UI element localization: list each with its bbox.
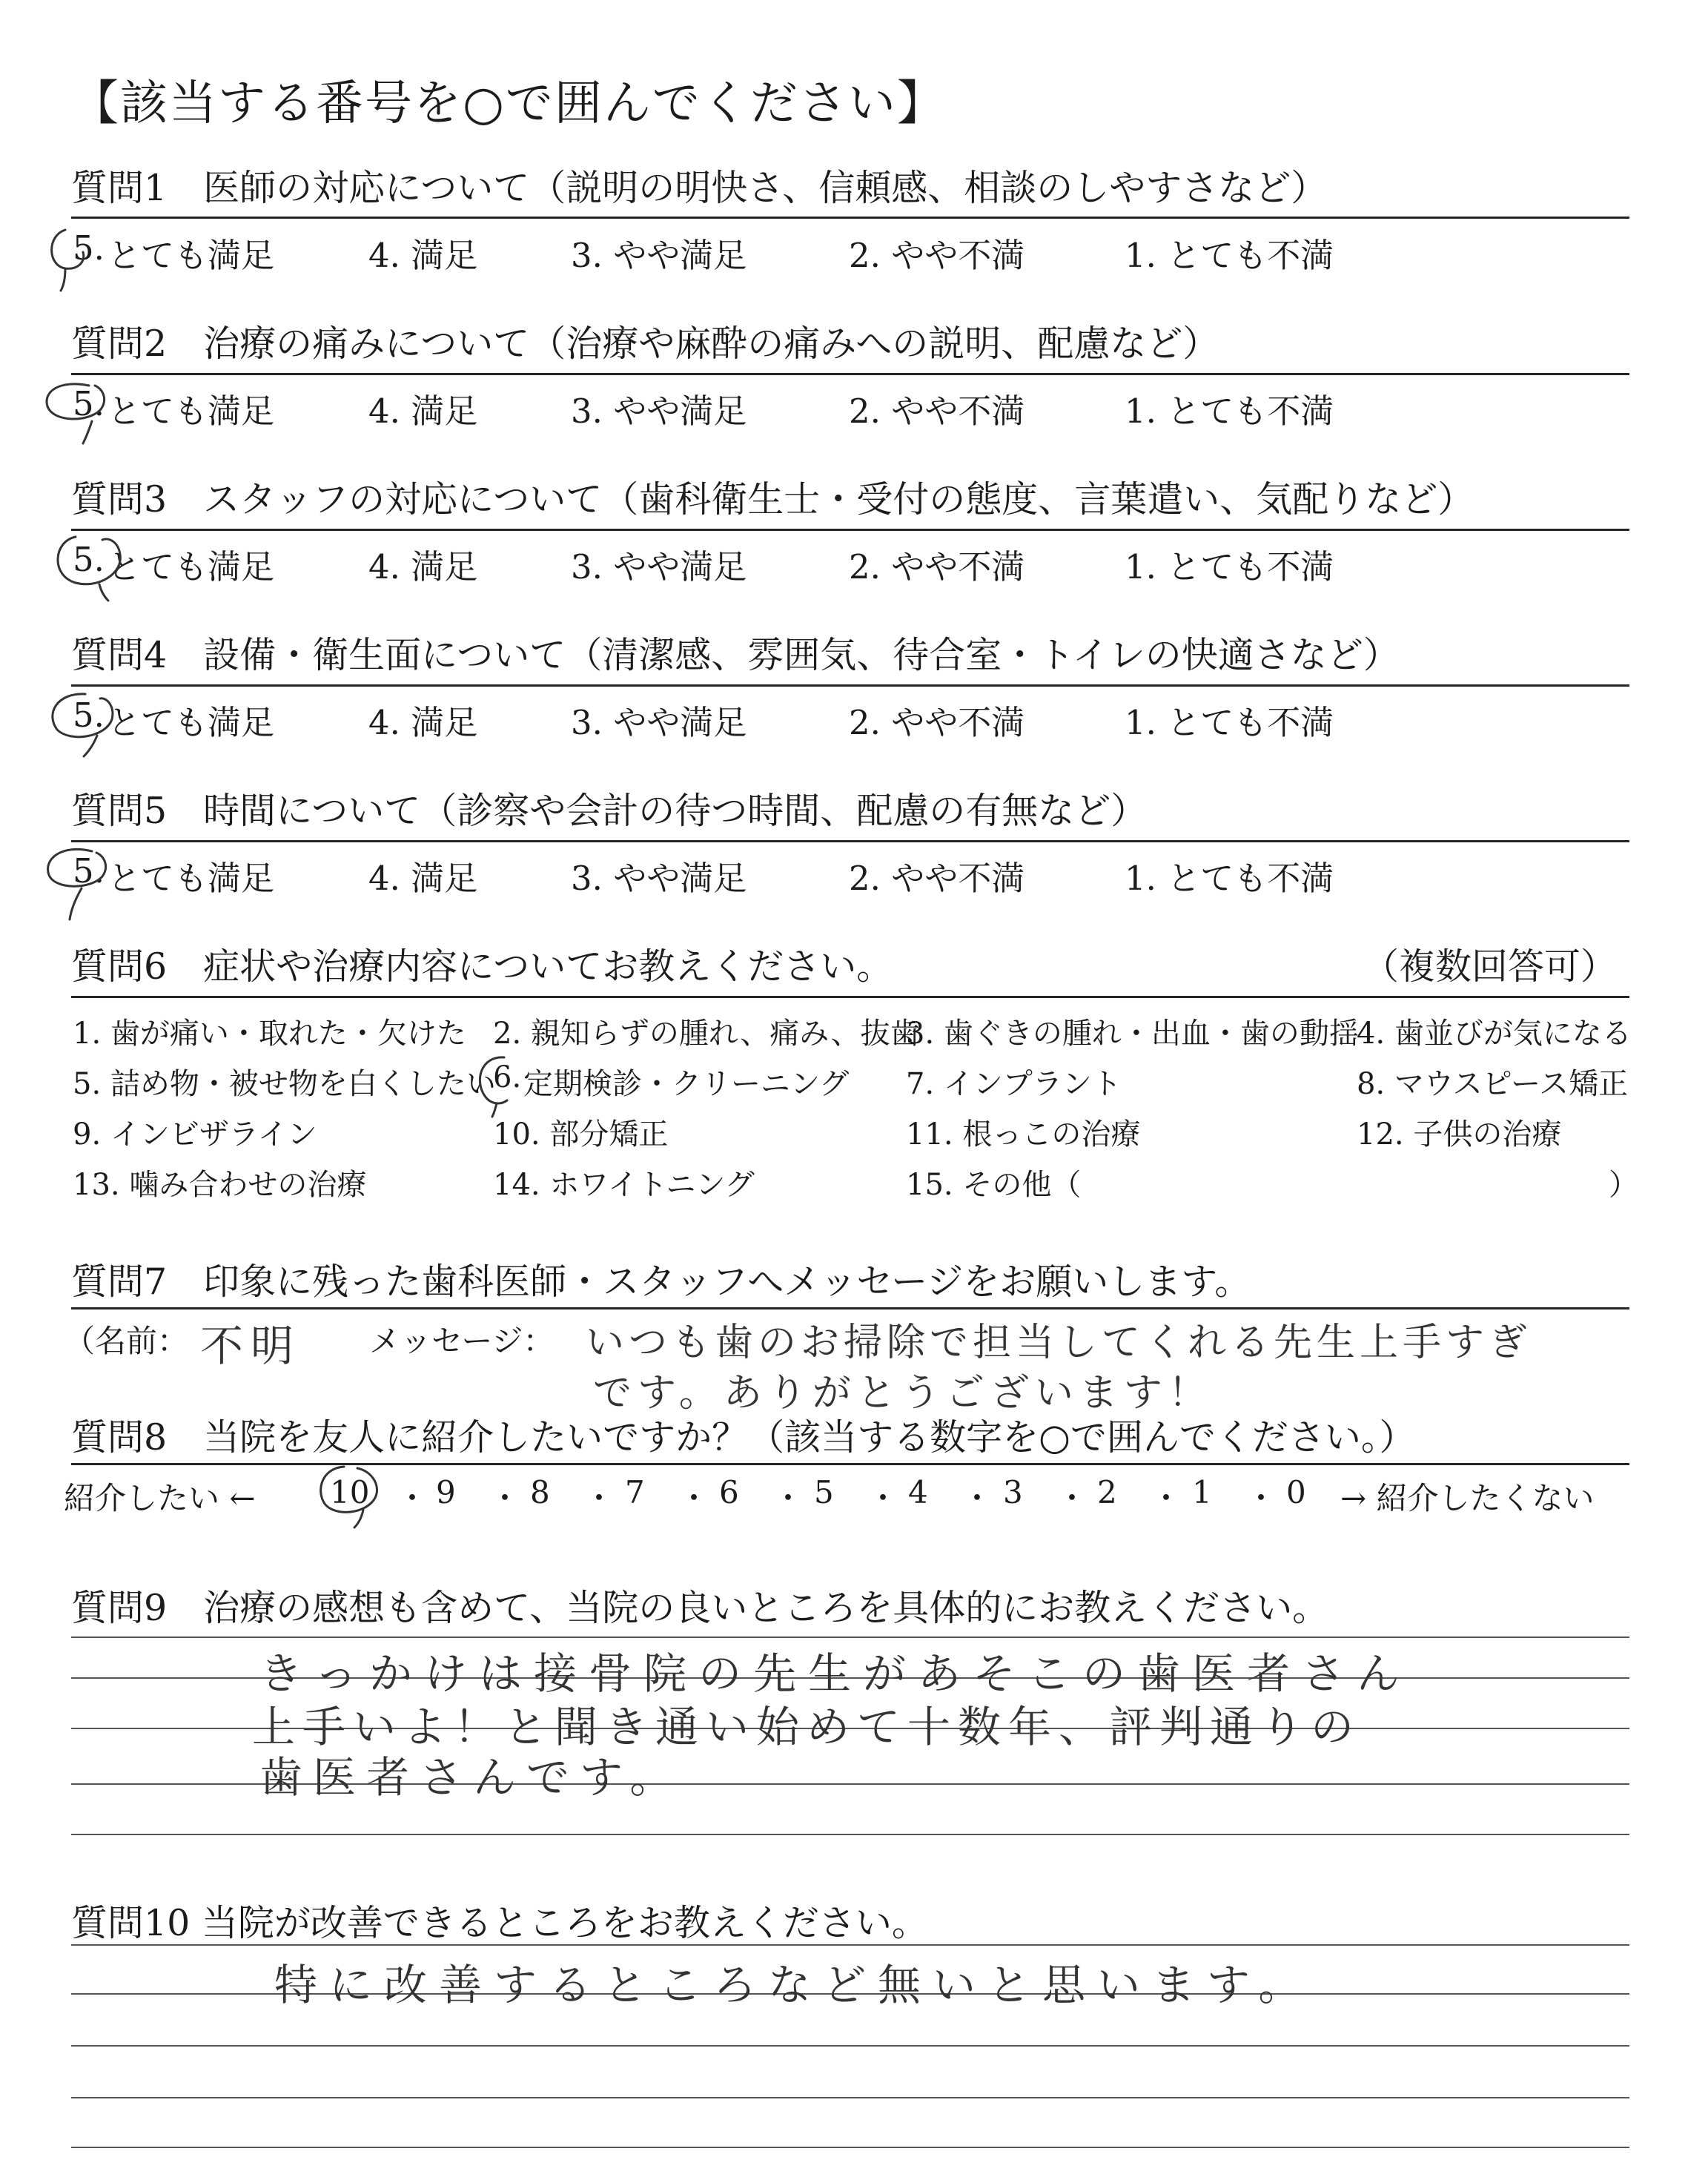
option-3[interactable]: 3. やや満足 [571,236,747,275]
question-title: 質問4 設備・衛生面について（清潔感、雰囲気、待合室・トイレの快適さなど） [71,634,1400,676]
answer-line-1[interactable]: きっかけは接骨院の先生があそこの歯医者さん [259,1648,1412,1699]
scale-dot: ・ [678,1480,710,1516]
divider [71,217,1629,219]
option-1[interactable]: 1. とても不満 [1125,236,1334,275]
option-4[interactable]: 4. 満足 [368,859,478,898]
option-5-number[interactable]: 5. [73,851,105,891]
option-4[interactable]: 4. 満足 [368,547,478,587]
message-line-2[interactable]: です。ありがとうございます！ [593,1371,1213,1416]
option-2[interactable]: 2. やや不満 [849,392,1025,431]
scale-value-3[interactable]: 3 [1003,1474,1023,1510]
writing-line [71,1636,1629,1638]
answer-line-3[interactable]: 歯医者さんです。 [259,1752,683,1803]
message-label: メッセージ： [369,1323,555,1359]
symptom-option[interactable]: 13. 噛み合わせの治療 [73,1168,367,1202]
option-5-number[interactable]: 5. [73,540,105,579]
symptom-option-6-number[interactable]: 6. [493,1060,522,1094]
question-title: 質問6 症状や治療内容についてお教えください。 [71,945,893,988]
writing-line [71,2147,1629,2148]
option-5-number[interactable]: 5. [73,384,105,423]
option-3[interactable]: 3. やや満足 [571,859,747,898]
question-title: 質問7 印象に残った歯科医師・スタッフへメッセージをお願いします。 [71,1261,1251,1303]
question-title: 質問8 当院を友人に紹介したいですか？（該当する数字を○で囲んでください。） [71,1416,1416,1459]
scale-value-5[interactable]: 5 [814,1474,834,1510]
writing-line [71,2097,1629,2098]
scale-dot: ・ [961,1480,993,1516]
scale-value-6[interactable]: 6 [719,1474,739,1510]
question-title: 質問3 スタッフの対応について（歯科衛生士・受付の態度、言葉遣い、気配りなど） [71,478,1474,521]
message-line-1[interactable]: いつも歯のお掃除で担当してくれる先生上手すぎ [586,1321,1532,1365]
symptom-option-6-label[interactable]: 定期検診・クリーニング [523,1067,850,1101]
other-close-paren: ） [1609,1168,1638,1202]
option-1[interactable]: 1. とても不満 [1125,392,1334,431]
question-title: 質問9 治療の感想も含めて、当院の良いところを具体的にお教えください。 [71,1587,1329,1629]
option-1[interactable]: 1. とても不満 [1125,547,1334,587]
symptom-option[interactable]: 12. 子供の治療 [1357,1117,1562,1152]
symptom-option[interactable]: 7. インプラント [906,1067,1122,1101]
question-title: 質問5 時間について（診察や会計の待つ時間、配慮の有無など） [71,790,1148,832]
writing-line [71,1944,1629,1946]
option-2[interactable]: 2. やや不満 [849,859,1025,898]
scale-dot: ・ [1151,1480,1182,1516]
symptom-option[interactable]: 11. 根っこの治療 [906,1117,1141,1152]
scale-dot: ・ [867,1480,899,1516]
symptom-option[interactable]: 14. ホワイトニング [493,1168,755,1202]
multiple-answers-note: （複数回答可） [1363,945,1618,988]
form-header: 【該当する番号を○で囲んでください】 [71,76,946,131]
option-3[interactable]: 3. やや満足 [571,703,747,742]
name-label: （名前： [64,1323,189,1359]
scale-dot: ・ [583,1480,615,1516]
option-5-label[interactable]: とても満足 [107,236,275,275]
scale-value-10[interactable]: 10 [330,1474,370,1510]
symptom-option[interactable]: 2. 親知らずの腫れ、痛み、抜歯 [493,1017,920,1051]
option-3[interactable]: 3. やや満足 [571,547,747,587]
symptom-option[interactable]: 10. 部分矯正 [493,1117,669,1152]
option-2[interactable]: 2. やや不満 [849,703,1025,742]
scale-dot: ・ [1245,1480,1277,1516]
writing-line [71,2045,1629,2047]
option-5-label[interactable]: とても満足 [107,859,275,898]
scale-value-1[interactable]: 1 [1192,1474,1212,1510]
scale-dot: ・ [397,1480,428,1516]
scale-value-7[interactable]: 7 [625,1474,645,1510]
name-value[interactable]: 不明 [200,1321,302,1371]
question-title: 質問2 治療の痛みについて（治療や麻酔の痛みへの説明、配慮など） [71,323,1219,365]
option-5-label[interactable]: とても満足 [107,703,275,742]
option-1[interactable]: 1. とても不満 [1125,703,1334,742]
symptom-option[interactable]: 1. 歯が痛い・取れた・欠けた [73,1017,466,1051]
option-1[interactable]: 1. とても不満 [1125,859,1334,898]
divider [71,840,1629,842]
question-title: 質問10 当院が改善できるところをお教えください。 [71,1902,928,1944]
divider [71,529,1629,531]
option-5-number[interactable]: 5. [73,696,105,735]
symptom-option[interactable]: 5. 詰め物・被せ物を白くしたい [73,1067,496,1101]
scale-value-4[interactable]: 4 [908,1474,928,1510]
recommend-left-label: 紹介したい ← [64,1480,256,1516]
divider [71,373,1629,375]
divider [71,996,1629,998]
writing-line [71,1834,1629,1835]
symptom-option-other[interactable]: 15. その他（ [906,1168,1082,1202]
scale-dot: ・ [489,1480,521,1516]
recommend-right-label: → 紹介したくない [1340,1480,1595,1516]
scale-dot: ・ [1056,1480,1088,1516]
option-2[interactable]: 2. やや不満 [849,236,1025,275]
option-4[interactable]: 4. 満足 [368,236,478,275]
symptom-option[interactable]: 4. 歯並びが気になる [1357,1017,1632,1051]
scale-value-2[interactable]: 2 [1097,1474,1117,1510]
scale-value-8[interactable]: 8 [530,1474,550,1510]
answer-line-1[interactable]: 特に改善するところなど無いと思います。 [274,1960,1314,2010]
question-title: 質問1 医師の対応について（説明の明快さ、信頼感、相談のしやすさなど） [71,167,1328,209]
option-5-number[interactable]: 5. [73,228,105,268]
divider [71,684,1629,687]
option-5-label[interactable]: とても満足 [107,547,275,587]
divider [71,1463,1629,1465]
scale-dot: ・ [772,1480,804,1516]
scale-value-0[interactable]: 0 [1286,1474,1306,1510]
option-2[interactable]: 2. やや不満 [849,547,1025,587]
divider [71,1307,1629,1309]
symptom-option[interactable]: 3. 歯ぐきの腫れ・出血・歯の動揺 [906,1017,1359,1051]
symptom-option[interactable]: 9. インビザライン [73,1117,317,1152]
option-5-label[interactable]: とても満足 [107,392,275,431]
scale-value-9[interactable]: 9 [436,1474,456,1510]
symptom-option[interactable]: 8. マウスピース矯正 [1357,1067,1629,1101]
option-4[interactable]: 4. 満足 [368,392,478,431]
option-3[interactable]: 3. やや満足 [571,392,747,431]
answer-line-2[interactable]: 上手いよ！と聞き通い始めて十数年、評判通りの [252,1702,1362,1752]
option-4[interactable]: 4. 満足 [368,703,478,742]
